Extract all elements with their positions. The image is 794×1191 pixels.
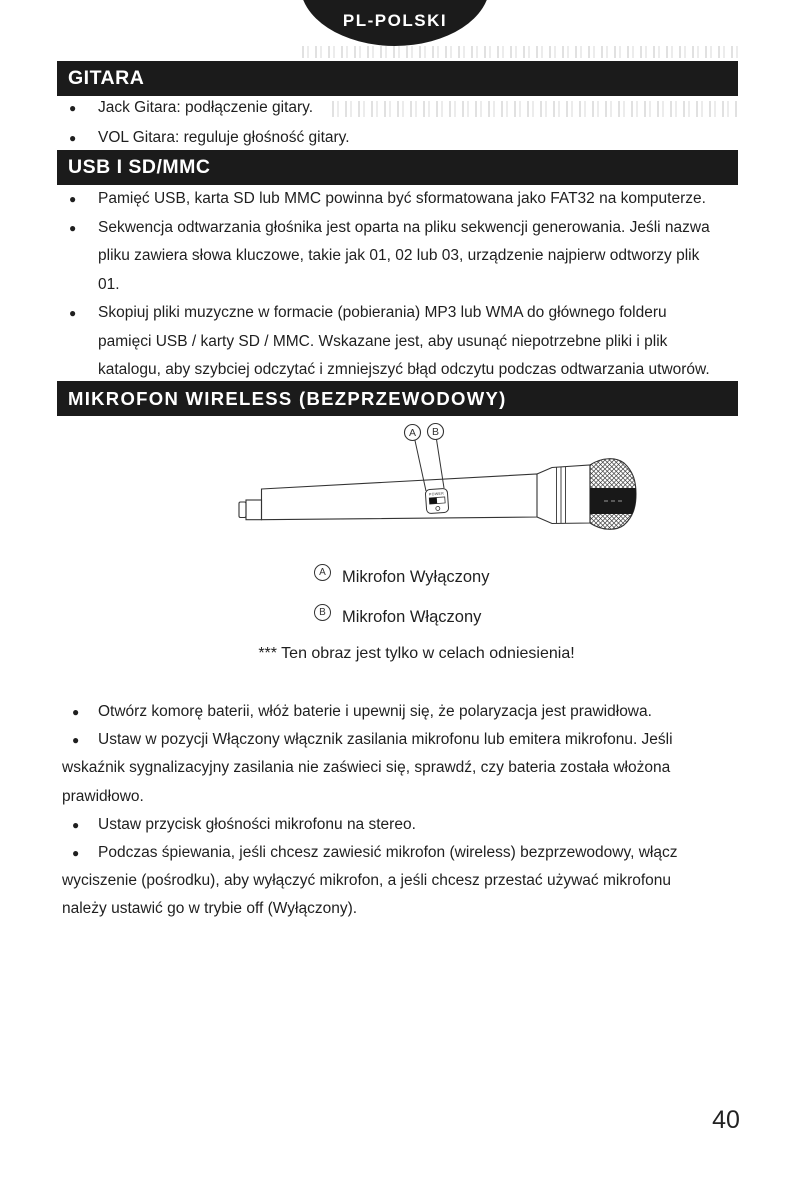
circled-a-icon: A [314, 564, 331, 581]
mic-body [262, 474, 538, 520]
list-item [62, 811, 740, 839]
usb-bullet-list [57, 185, 739, 385]
list-item [62, 698, 740, 726]
list-item [62, 726, 740, 811]
list-item-line: wskaźnik sygnalizacyjny zasilania nie zaświeci się, sprawdź, czy bateria została włożona [62, 759, 671, 777]
gitara-bullet-list [57, 93, 739, 153]
mic-grille [588, 459, 638, 530]
callout-a [405, 425, 421, 441]
bullet-icon: ● [72, 733, 80, 748]
list-item [62, 839, 740, 924]
bullet-icon: ● [72, 846, 80, 861]
mic-endcap-bevel [239, 502, 246, 518]
list-item [57, 299, 739, 385]
list-item-line: należy ustawić go w trybie off (Wyłączony). [62, 900, 358, 918]
list-item-line: ● Ustaw przycisk głośności mikrofonu na stereo. [62, 811, 740, 839]
list-item-line: 01. [98, 275, 120, 293]
callout-b-leader-line [437, 440, 445, 489]
bullet-icon: ● [69, 192, 77, 206]
callout-a-letter: A [408, 427, 417, 439]
section-title: MIKROFON WIRELESS (BEZPRZEWODOWY) [68, 388, 507, 409]
callout-b-letter: B [431, 426, 440, 438]
bullet-icon: ● [69, 101, 77, 115]
section-header-gitara [57, 61, 738, 96]
legend-row-b [314, 604, 481, 626]
mikrofon-bullet-list [62, 698, 740, 924]
list-item-line: Jack Gitara: podłączenie gitary. [98, 99, 314, 116]
list-item-line: VOL Gitara: reguluje głośność gitary. [98, 129, 350, 146]
callout-a-leader-line [415, 441, 426, 492]
list-item [57, 93, 739, 123]
mic-collar-rings [557, 467, 566, 524]
list-item-line: Skopiuj pliki muzyczne w formacie (pobierania) MP3 lub WMA do głównego folderu [98, 304, 667, 321]
power-switch-label: POWER [428, 491, 445, 497]
mic-collar [537, 465, 590, 524]
list-item [57, 123, 739, 153]
scan-artifact [302, 46, 738, 58]
figure-reference-note: *** Ten obraz jest tylko w celach odniesienia! [258, 645, 575, 662]
section-header-usb-sd-mmc [57, 150, 738, 185]
bullet-icon: ● [69, 220, 77, 235]
section-header-mikrofon-wireless [57, 381, 738, 416]
list-item-line: ● Otwórz komorę baterii, włóż baterie i upewnij się, że polaryzacja jest prawidłowa. [62, 698, 740, 726]
legend-label: Mikrofon Wyłączony [342, 568, 490, 586]
wireless-microphone-illustration [200, 415, 660, 545]
bullet-icon: ● [72, 817, 80, 832]
legend-label: Mikrofon Włączony [342, 608, 482, 626]
section-title: USB I SD/MMC [68, 156, 211, 178]
list-item-line: Sekwencja odtwarzania głośnika jest oparta na pliku sekwencji generowania. Jeśli nazwa [98, 218, 710, 236]
bullet-icon: ● [69, 131, 77, 145]
list-item-line: ● Podczas śpiewania, jeśli chcesz zawiesić mikrofon (wireless) bezprzewodowy, włącz [62, 839, 740, 867]
legend-row-a [314, 564, 489, 586]
list-item-line: ● Ustaw w pozycji Włączony włącznik zasilania mikrofonu lub emitera mikrofonu. Jeśli [62, 726, 740, 754]
list-item [57, 214, 739, 300]
bullet-icon: ● [72, 705, 80, 719]
bullet-icon: ● [69, 306, 77, 320]
language-tab-label: PL-POLSKI [342, 11, 448, 30]
list-item [57, 185, 739, 214]
list-item-line: pamięci USB / karty SD / MMC. Wskazane jest, aby usunąć niepotrzebne pliki i plik [98, 332, 668, 350]
list-item-line: Pamięć USB, karta SD lub MMC powinna być sformatowana jako FAT32 na komputerze. [98, 190, 706, 207]
section-title: GITARA [68, 67, 145, 89]
callout-b [428, 424, 444, 440]
list-item-line: pliku zawiera słowa kluczowe, takie jak 01, 02 lub 03, urządzenie najpierw odtworzy plik [98, 247, 700, 264]
circled-b-icon: B [314, 604, 331, 621]
list-item-line: wyciszenie (pośrodku), aby wyłączyć mikrofon, a jeśli chcesz przestać używać mikrofonu [62, 872, 672, 890]
list-item-line: prawidłowo. [62, 787, 144, 805]
power-switch-panel [425, 488, 449, 513]
page-number: 40 [712, 1106, 740, 1134]
power-slider-knob [429, 498, 437, 505]
mic-endcap [246, 500, 262, 520]
list-item-line: katalogu, aby szybciej odczytać i zmniejszyć błąd odczytu podczas odtwarzania utworów. [98, 361, 710, 378]
